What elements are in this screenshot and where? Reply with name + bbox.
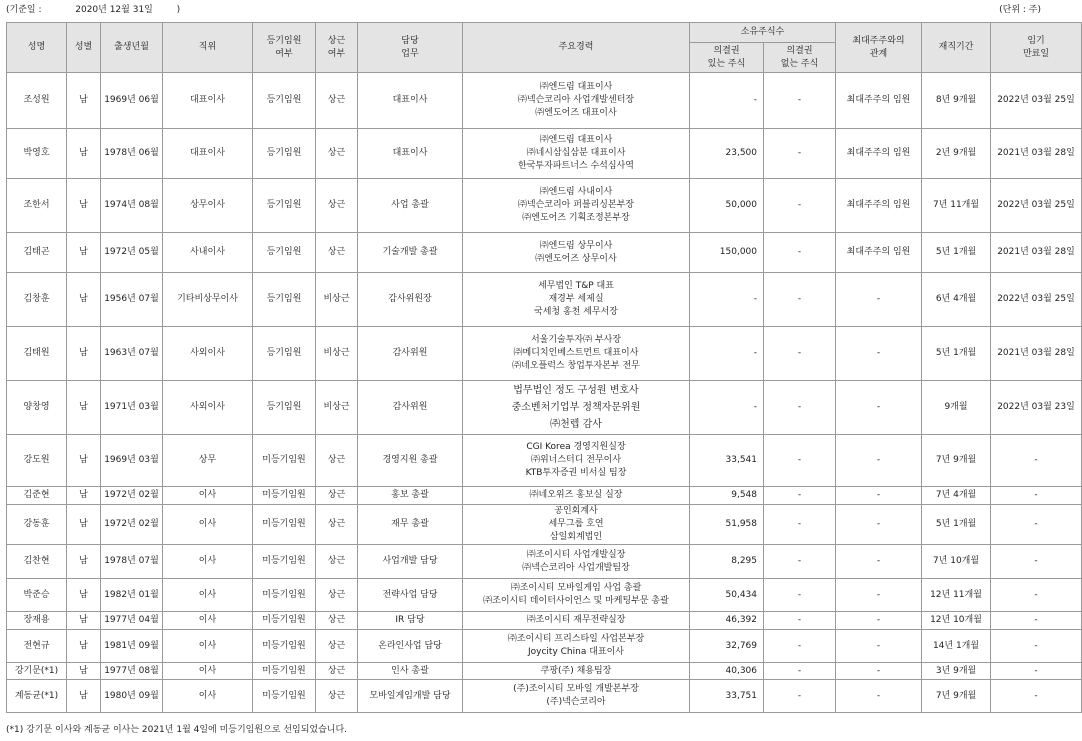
table-row xyxy=(7,327,1082,381)
cell-relation: - xyxy=(836,545,922,579)
cell-name: 박영호 xyxy=(7,129,67,179)
career-line: (주)넥슨코리아 xyxy=(546,697,606,707)
cell-position: 상무 xyxy=(163,435,253,487)
cell-relation: - xyxy=(836,579,922,612)
cell-relation: 최대주주의 임원 xyxy=(836,233,922,273)
cell-nonvoting: - xyxy=(764,327,836,381)
col-career: 주요경력 xyxy=(463,23,690,73)
cell-duty: 사업 총괄 xyxy=(358,179,463,233)
cell-voting: 50,000 xyxy=(690,179,764,233)
cell-registered: 미등기임원 xyxy=(253,487,316,505)
base-date-close: ) xyxy=(176,5,181,15)
cell-duty: 사업개발 담당 xyxy=(358,545,463,579)
cell-term: - xyxy=(991,435,1082,487)
cell-position: 대표이사 xyxy=(163,73,253,129)
cell-registered: 미등기임원 xyxy=(253,612,316,630)
career-line: ㈜엔드림 사내이사 xyxy=(539,187,613,197)
cell-career xyxy=(463,612,690,630)
table-row xyxy=(7,179,1082,233)
cell-name: 양창영 xyxy=(7,381,67,435)
cell-voting: 23,500 xyxy=(690,129,764,179)
cell-voting: - xyxy=(690,327,764,381)
cell-relation: - xyxy=(836,505,922,545)
cell-fulltime: 상근 xyxy=(316,612,358,630)
cell-registered: 미등기임원 xyxy=(253,630,316,663)
cell-relation: - xyxy=(836,663,922,680)
career-line: ㈜메디치인베스트먼트 대표이사 xyxy=(513,348,639,358)
cell-relation: - xyxy=(836,435,922,487)
cell-voting: 33,541 xyxy=(690,435,764,487)
cell-gender: 남 xyxy=(67,505,101,545)
cell-career xyxy=(463,630,690,663)
career-line: ㈜넥슨코리아 사업개발센터장 xyxy=(517,95,635,105)
cell-registered: 미등기임원 xyxy=(253,663,316,680)
cell-nonvoting: - xyxy=(764,73,836,129)
cell-relation: - xyxy=(836,487,922,505)
cell-term: 2022년 03월 25일 xyxy=(991,179,1082,233)
cell-name: 박준승 xyxy=(7,579,67,612)
career-line: ㈜엔드림 상무이사 xyxy=(539,240,613,251)
cell-position: 사외이사 xyxy=(163,381,253,435)
cell-position: 이사 xyxy=(163,579,253,612)
cell-career xyxy=(463,505,690,545)
cell-birth: 1978년 06월 xyxy=(101,129,163,179)
cell-tenure: 9개월 xyxy=(922,381,991,435)
cell-birth: 1977년 08월 xyxy=(101,663,163,680)
cell-fulltime: 비상근 xyxy=(316,381,358,435)
cell-fulltime: 상근 xyxy=(316,663,358,680)
cell-tenure: 8년 9개월 xyxy=(922,73,991,129)
cell-duty: 기술개발 총괄 xyxy=(358,233,463,273)
career-line: (주)조이시티 모바일 개발본부장 xyxy=(513,684,639,694)
career-line: 삼일회계법인 xyxy=(549,532,603,542)
cell-career xyxy=(463,179,690,233)
col-name: 성명 xyxy=(7,23,67,73)
cell-birth: 1972년 02월 xyxy=(101,487,163,505)
cell-position: 이사 xyxy=(163,487,253,505)
cell-registered: 미등기임원 xyxy=(253,680,316,713)
cell-term: - xyxy=(991,680,1082,713)
executive-table xyxy=(6,22,1082,713)
cell-term: 2021년 03월 28일 xyxy=(991,129,1082,179)
cell-registered: 등기임원 xyxy=(253,179,316,233)
cell-gender: 남 xyxy=(67,129,101,179)
career-line: ㈜조이시티 데이터사이언스 및 마케팅부문 총괄 xyxy=(483,596,669,606)
career-line: ㈜엔도어즈 대표이사 xyxy=(535,108,617,118)
cell-name: 강도원 xyxy=(7,435,67,487)
table-row xyxy=(7,381,1082,435)
cell-name: 김태곤 xyxy=(7,233,67,273)
cell-duty: 대표이사 xyxy=(358,73,463,129)
cell-fulltime: 상근 xyxy=(316,179,358,233)
cell-nonvoting: - xyxy=(764,273,836,327)
cell-fulltime: 상근 xyxy=(316,487,358,505)
cell-birth: 1977년 04월 xyxy=(101,612,163,630)
cell-relation: - xyxy=(836,630,922,663)
cell-tenure: 7년 9개월 xyxy=(922,680,991,713)
table-row xyxy=(7,233,1082,273)
cell-voting: 50,434 xyxy=(690,579,764,612)
table-body xyxy=(7,73,1082,713)
base-date-label: (기준일 : xyxy=(6,5,42,15)
cell-tenure: 7년 10개월 xyxy=(922,545,991,579)
table-row xyxy=(7,129,1082,179)
career-line: ㈜엔도어즈 상무이사 xyxy=(535,253,617,264)
cell-position: 이사 xyxy=(163,545,253,579)
cell-voting: 51,958 xyxy=(690,505,764,545)
cell-name: 전현규 xyxy=(7,630,67,663)
career-line: 법무법인 정도 구성원 변호사 xyxy=(513,385,639,396)
cell-registered: 미등기임원 xyxy=(253,505,316,545)
cell-duty: 전략사업 담당 xyxy=(358,579,463,612)
cell-registered: 미등기임원 xyxy=(253,545,316,579)
unit-label: (단위 : 주) xyxy=(999,5,1041,15)
cell-nonvoting: - xyxy=(764,505,836,545)
cell-gender: 남 xyxy=(67,179,101,233)
cell-birth: 1972년 02월 xyxy=(101,505,163,545)
cell-career xyxy=(463,579,690,612)
cell-position: 이사 xyxy=(163,663,253,680)
col-registered: 등기임원 여부 xyxy=(253,23,316,73)
cell-duty: 홍보 총괄 xyxy=(358,487,463,505)
cell-registered: 등기임원 xyxy=(253,129,316,179)
cell-gender: 남 xyxy=(67,273,101,327)
cell-term: - xyxy=(991,663,1082,680)
cell-career xyxy=(463,487,690,505)
col-birth: 출생년월 xyxy=(101,23,163,73)
cell-fulltime: 상근 xyxy=(316,129,358,179)
career-line: KTB투자증권 비서실 팀장 xyxy=(525,468,627,478)
cell-birth: 1981년 09월 xyxy=(101,630,163,663)
col-relation: 최대주주와의 관계 xyxy=(836,23,922,73)
cell-birth: 1974년 08월 xyxy=(101,179,163,233)
cell-voting: 40,306 xyxy=(690,663,764,680)
cell-name: 조한서 xyxy=(7,179,67,233)
cell-fulltime: 상근 xyxy=(316,435,358,487)
cell-duty: 감사위원 xyxy=(358,327,463,381)
cell-voting: 33,751 xyxy=(690,680,764,713)
cell-gender: 남 xyxy=(67,680,101,713)
cell-career xyxy=(463,435,690,487)
career-line: ㈜엔도어즈 기획조정본부장 xyxy=(522,213,630,223)
cell-name: 조성원 xyxy=(7,73,67,129)
cell-career xyxy=(463,129,690,179)
cell-birth: 1969년 06월 xyxy=(101,73,163,129)
career-line: ㈜조이시티 재무전략실장 xyxy=(526,615,626,625)
header-bar xyxy=(0,0,1047,16)
cell-name: 강동훈 xyxy=(7,505,67,545)
cell-voting: 32,769 xyxy=(690,630,764,663)
cell-gender: 남 xyxy=(67,435,101,487)
cell-fulltime: 상근 xyxy=(316,579,358,612)
cell-career xyxy=(463,73,690,129)
career-line: Joycity China 대표이사 xyxy=(528,647,624,657)
cell-nonvoting: - xyxy=(764,579,836,612)
cell-birth: 1972년 05월 xyxy=(101,233,163,273)
cell-career xyxy=(463,273,690,327)
cell-registered: 등기임원 xyxy=(253,233,316,273)
career-line: ㈜네오위즈 홍보실 실장 xyxy=(529,490,623,500)
table-row xyxy=(7,487,1082,505)
cell-duty: 대표이사 xyxy=(358,129,463,179)
col-gender: 성별 xyxy=(67,23,101,73)
cell-birth: 1980년 09월 xyxy=(101,680,163,713)
cell-position: 상무이사 xyxy=(163,179,253,233)
cell-term: 2022년 03월 25일 xyxy=(991,273,1082,327)
cell-name: 김찬현 xyxy=(7,545,67,579)
cell-voting: - xyxy=(690,73,764,129)
cell-career xyxy=(463,663,690,680)
cell-birth: 1969년 03월 xyxy=(101,435,163,487)
cell-duty: 온라인사업 담당 xyxy=(358,630,463,663)
footnote: (*1) 강기문 이사와 계동균 이사는 2021년 1월 4일에 미등기임원으로 선임되었습니다. xyxy=(6,725,348,735)
table-row xyxy=(7,630,1082,663)
cell-fulltime: 상근 xyxy=(316,630,358,663)
cell-nonvoting: - xyxy=(764,545,836,579)
cell-gender: 남 xyxy=(67,663,101,680)
cell-voting: 150,000 xyxy=(690,233,764,273)
cell-position: 이사 xyxy=(163,630,253,663)
career-line: ㈜위너스터디 전무이사 xyxy=(530,455,622,465)
cell-duty: 경영지원 총괄 xyxy=(358,435,463,487)
career-line: 서울기술투자㈜ 부사장 xyxy=(530,335,622,345)
col-position: 직위 xyxy=(163,23,253,73)
career-line: 한국투자파트너스 수석심사역 xyxy=(518,161,634,171)
cell-tenure: 7년 11개월 xyxy=(922,179,991,233)
career-line: ㈜엔드림 대표이사 xyxy=(539,135,613,145)
career-line: ㈜네오플럭스 창업투자본부 전무 xyxy=(512,361,640,371)
cell-tenure: 6년 4개월 xyxy=(922,273,991,327)
cell-gender: 남 xyxy=(67,73,101,129)
cell-term: - xyxy=(991,505,1082,545)
cell-term: - xyxy=(991,630,1082,663)
cell-registered: 등기임원 xyxy=(253,327,316,381)
cell-tenure: 5년 1개월 xyxy=(922,505,991,545)
table-row xyxy=(7,663,1082,680)
career-line: ㈜넥슨코리아 사업개발팀장 xyxy=(522,562,630,573)
cell-voting: 46,392 xyxy=(690,612,764,630)
cell-name: 김창훈 xyxy=(7,273,67,327)
cell-name: 김태원 xyxy=(7,327,67,381)
career-line: 쿠팡(주) 채용팀장 xyxy=(540,665,612,676)
table-row xyxy=(7,579,1082,612)
cell-nonvoting: - xyxy=(764,129,836,179)
career-line: ㈜엔드림 대표이사 xyxy=(539,82,613,92)
cell-tenure: 7년 4개월 xyxy=(922,487,991,505)
cell-fulltime: 상근 xyxy=(316,680,358,713)
cell-duty: 인사 총괄 xyxy=(358,663,463,680)
career-line: 재경부 세제실 xyxy=(548,294,604,304)
cell-career xyxy=(463,327,690,381)
cell-career xyxy=(463,381,690,435)
cell-career xyxy=(463,680,690,713)
cell-birth: 1956년 07월 xyxy=(101,273,163,327)
cell-fulltime: 상근 xyxy=(316,73,358,129)
cell-name: 강기문(*1) xyxy=(7,663,67,680)
cell-tenure: 14년 1개월 xyxy=(922,630,991,663)
cell-name: 김준현 xyxy=(7,487,67,505)
cell-registered: 미등기임원 xyxy=(253,435,316,487)
cell-position: 기타비상무이사 xyxy=(163,273,253,327)
cell-career xyxy=(463,233,690,273)
cell-nonvoting: - xyxy=(764,435,836,487)
cell-tenure: 5년 1개월 xyxy=(922,233,991,273)
career-line: 세무법인 T&P 대표 xyxy=(538,281,614,291)
cell-name: 계동균(*1) xyxy=(7,680,67,713)
career-line: CGI Korea 경영지원실장 xyxy=(526,442,626,452)
table-row xyxy=(7,435,1082,487)
cell-career xyxy=(463,545,690,579)
cell-tenure: 3년 9개월 xyxy=(922,663,991,680)
table-row xyxy=(7,505,1082,545)
cell-registered: 등기임원 xyxy=(253,381,316,435)
table-row xyxy=(7,273,1082,327)
career-line: 중소벤처기업부 정책자문위원 xyxy=(511,402,641,413)
col-term: 임기 만료일 xyxy=(991,23,1082,73)
cell-term: - xyxy=(991,579,1082,612)
cell-gender: 남 xyxy=(67,545,101,579)
cell-gender: 남 xyxy=(67,487,101,505)
cell-nonvoting: - xyxy=(764,381,836,435)
cell-birth: 1982년 01월 xyxy=(101,579,163,612)
cell-fulltime: 상근 xyxy=(316,505,358,545)
cell-fulltime: 상근 xyxy=(316,233,358,273)
col-nonvoting: 의결권 없는 주식 xyxy=(764,43,836,73)
career-line: ㈜조이시티 모바일게임 사업 총괄 xyxy=(510,583,642,593)
col-shares: 소유주식수 xyxy=(690,23,836,43)
cell-gender: 남 xyxy=(67,579,101,612)
cell-term: - xyxy=(991,612,1082,630)
table-row xyxy=(7,680,1082,713)
base-date xyxy=(6,2,180,15)
cell-relation: - xyxy=(836,680,922,713)
cell-duty: 모바일게임개발 담당 xyxy=(358,680,463,713)
col-duty: 담당 업무 xyxy=(358,23,463,73)
cell-voting: 8,295 xyxy=(690,545,764,579)
cell-position: 이사 xyxy=(163,612,253,630)
cell-registered: 미등기임원 xyxy=(253,579,316,612)
col-tenure: 재직기간 xyxy=(922,23,991,73)
cell-tenure: 5년 1개월 xyxy=(922,327,991,381)
cell-voting: - xyxy=(690,381,764,435)
cell-birth: 1963년 07월 xyxy=(101,327,163,381)
cell-voting: - xyxy=(690,273,764,327)
cell-gender: 남 xyxy=(67,630,101,663)
cell-gender: 남 xyxy=(67,327,101,381)
cell-voting: 9,548 xyxy=(690,487,764,505)
cell-duty: 감사위원 xyxy=(358,381,463,435)
cell-duty: 재무 총괄 xyxy=(358,505,463,545)
cell-duty: IR 담당 xyxy=(358,612,463,630)
cell-tenure: 2년 9개월 xyxy=(922,129,991,179)
cell-gender: 남 xyxy=(67,233,101,273)
cell-relation: - xyxy=(836,612,922,630)
career-line: 국세청 홍천 세무서장 xyxy=(534,307,618,317)
cell-gender: 남 xyxy=(67,381,101,435)
cell-registered: 등기임원 xyxy=(253,73,316,129)
cell-position: 사외이사 xyxy=(163,327,253,381)
cell-relation: 최대주주의 임원 xyxy=(836,73,922,129)
cell-tenure: 12년 10개월 xyxy=(922,612,991,630)
career-line: ㈜조이시티 프리스타일 사업본부장 xyxy=(507,634,645,644)
career-line: ㈜천렙 감사 xyxy=(550,419,602,430)
cell-gender: 남 xyxy=(67,612,101,630)
cell-relation: - xyxy=(836,327,922,381)
col-fulltime: 상근 여부 xyxy=(316,23,358,73)
cell-nonvoting: - xyxy=(764,612,836,630)
cell-position: 이사 xyxy=(163,505,253,545)
cell-term: 2022년 03월 23일 xyxy=(991,381,1082,435)
cell-birth: 1971년 03월 xyxy=(101,381,163,435)
cell-nonvoting: - xyxy=(764,630,836,663)
cell-term: 2022년 03월 25일 xyxy=(991,73,1082,129)
cell-position: 대표이사 xyxy=(163,129,253,179)
cell-term: 2021년 03월 28일 xyxy=(991,233,1082,273)
cell-nonvoting: - xyxy=(764,663,836,680)
table-row xyxy=(7,612,1082,630)
cell-duty: 감사위원장 xyxy=(358,273,463,327)
cell-tenure: 7년 9개월 xyxy=(922,435,991,487)
cell-tenure: 12년 11개월 xyxy=(922,579,991,612)
career-line: ㈜조이시티 사업개발실장 xyxy=(526,549,626,560)
cell-fulltime: 비상근 xyxy=(316,327,358,381)
career-line: ㈜네시삼십삼분 대표이사 xyxy=(526,148,626,158)
career-line: 세무그룹 호연 xyxy=(548,519,604,529)
career-line: ㈜넥슨코리아 퍼블리싱본부장 xyxy=(517,200,635,210)
cell-fulltime: 비상근 xyxy=(316,273,358,327)
cell-position: 사내이사 xyxy=(163,233,253,273)
table-row xyxy=(7,73,1082,129)
cell-nonvoting: - xyxy=(764,233,836,273)
cell-relation: - xyxy=(836,381,922,435)
table-row xyxy=(7,545,1082,579)
cell-name: 장재용 xyxy=(7,612,67,630)
cell-relation: 최대주주의 임원 xyxy=(836,179,922,233)
cell-term: - xyxy=(991,487,1082,505)
cell-position: 이사 xyxy=(163,680,253,713)
cell-relation: 최대주주의 임원 xyxy=(836,129,922,179)
cell-term: - xyxy=(991,545,1082,579)
cell-relation: - xyxy=(836,273,922,327)
cell-birth: 1978년 07월 xyxy=(101,545,163,579)
cell-nonvoting: - xyxy=(764,680,836,713)
base-date-value: 2020년 12월 31일 xyxy=(75,5,153,15)
cell-registered: 등기임원 xyxy=(253,273,316,327)
cell-nonvoting: - xyxy=(764,487,836,505)
cell-term: 2021년 03월 28일 xyxy=(991,327,1082,381)
cell-nonvoting: - xyxy=(764,179,836,233)
career-line: 공인회계사 xyxy=(554,506,598,516)
col-voting: 의결권 있는 주식 xyxy=(690,43,764,73)
cell-fulltime: 상근 xyxy=(316,545,358,579)
